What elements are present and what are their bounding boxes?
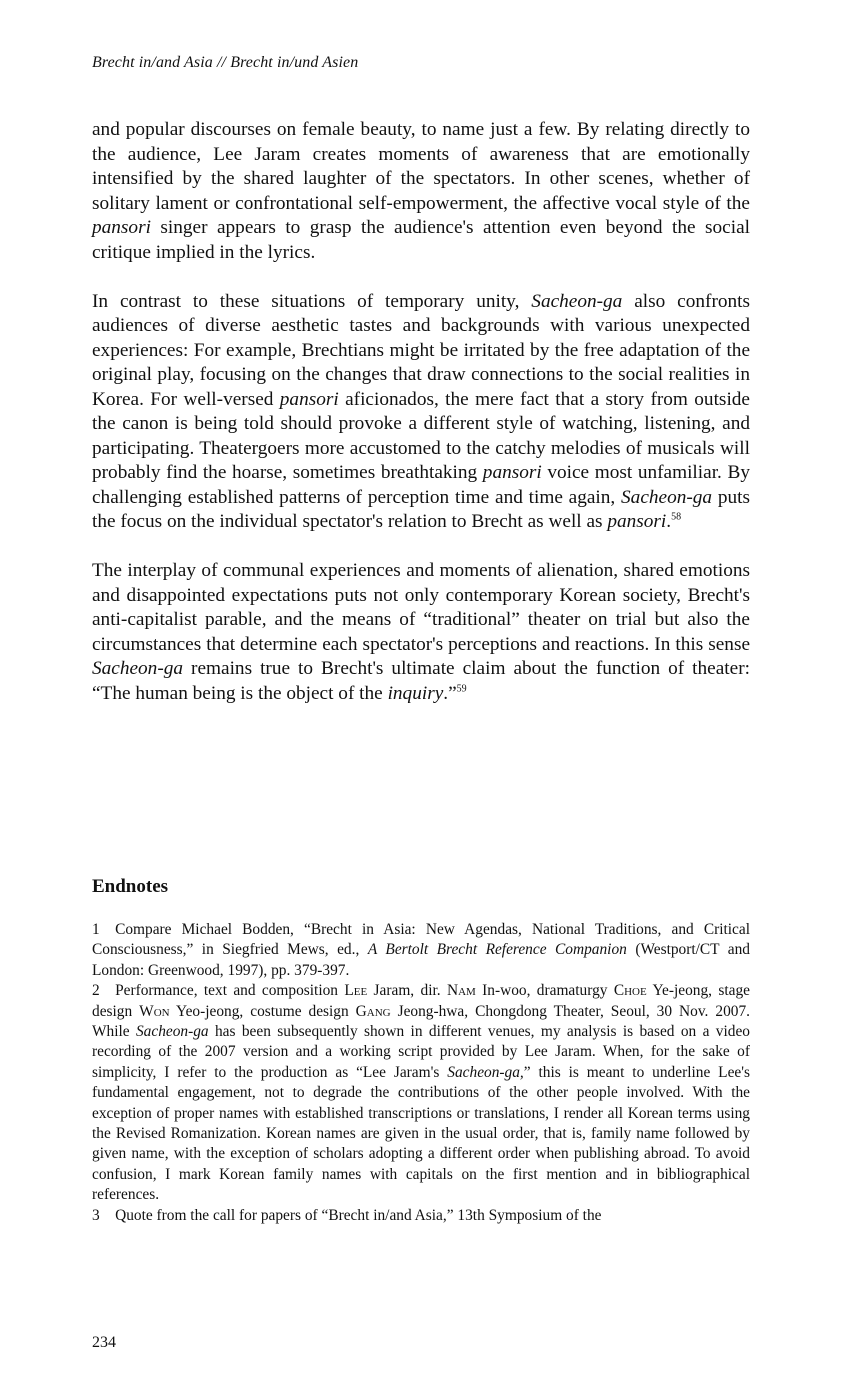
text-run: puts the focus on the individual spectator's relation to Brecht as well as bbox=[92, 486, 750, 532]
body-paragraph bbox=[92, 290, 750, 535]
text-run: The interplay of communal experiences and moments of alienation, shared emotions and disappointed expectations puts not only contemporary Korean society, Brecht's anti-capitalist parable, and the means of “traditional” theater on trial but also the circumstances that determine each spectator's perceptions and reactions. In this sense bbox=[92, 560, 750, 655]
text-run: aficionados, the mere fact that a story from outside the canon is being told should provoke a different style of watching, listening, and participating. Theatergoers more accustomed to the catchy melodies of musicals will probably find the hoarse, sometimes breathtaking bbox=[92, 388, 750, 483]
italic-text: A Bertolt Brecht Reference Companion bbox=[367, 941, 627, 959]
italic-text: Sacheon-ga bbox=[621, 486, 713, 508]
italic-text: Sacheon-ga bbox=[135, 1023, 209, 1041]
italic-text: Sacheon-ga bbox=[92, 658, 184, 679]
text-run: . bbox=[666, 511, 672, 532]
text-run: In contrast to these situations of temporary unity, bbox=[92, 290, 532, 312]
italic-text: pansori bbox=[279, 388, 339, 410]
text-run: Jaram, dir. bbox=[367, 982, 447, 1000]
page-number: 234 bbox=[92, 1334, 116, 1351]
text-run: voice most unfamiliar. By challenging established patterns of perception time and time again, bbox=[92, 462, 750, 508]
family-name-smallcaps: Won bbox=[139, 1002, 170, 1020]
text-run: singer appears to grasp the audience's attention even beyond the social critique implied in the lyrics. bbox=[92, 217, 750, 263]
text-run: Ye-jeong, stage design bbox=[92, 982, 751, 1020]
italic-text: Sacheon-ga, bbox=[447, 1063, 524, 1081]
family-name-smallcaps: Nam bbox=[446, 982, 476, 1000]
text-run: In-woo, dramaturgy bbox=[475, 982, 614, 1000]
endnotes-list bbox=[92, 920, 750, 1226]
italic-text: inquiry bbox=[387, 682, 444, 704]
footnote-marker: 59 bbox=[456, 683, 467, 695]
running-head: Brecht in/and Asia // Brecht in/und Asien bbox=[92, 54, 359, 71]
endnote-3 bbox=[92, 1206, 750, 1226]
footnote-marker: 58 bbox=[671, 511, 682, 523]
text-run: has been subsequently shown in different venues, my analysis is based on a video recording of the 2007 version and a working script provided by Lee Jaram. When, for the sake of simplicity, I refer to the production as “Lee Jaram's bbox=[92, 1023, 750, 1081]
text-run: (Westport/CT and London: Greenwood, 1997), pp. 379-397. bbox=[92, 941, 750, 979]
family-name-smallcaps: Gang bbox=[355, 1002, 391, 1020]
text-run: and popular discourses on female beauty, to name just a few. By relating directly to the audience, Lee Jaram creates moments of awareness that are emotionally intensified by the shared laughter of the spectators. In other scenes, whether of solitary lament or confrontational self-empowerment, the affective vocal style of the bbox=[92, 119, 750, 214]
italic-text: Sacheon-ga bbox=[531, 290, 623, 312]
endnotes-heading: Endnotes bbox=[92, 876, 169, 897]
text-run: 1 Compare Michael Bodden, “Brecht in Asia: New Agendas, National Traditions, and Critical Consciousness,” in Siegfried Mews, ed., bbox=[92, 921, 750, 959]
body-paragraph bbox=[92, 118, 750, 265]
text-run: 3 Quote from the call for papers of “Brecht in/and Asia,” 13th Symposium of the bbox=[92, 1206, 602, 1224]
endnote-2 bbox=[92, 981, 750, 1205]
family-name-smallcaps: Choe bbox=[613, 982, 647, 1000]
body-paragraph bbox=[92, 559, 750, 706]
italic-text: pansori bbox=[92, 217, 151, 238]
text-run: remains true to Brecht's ultimate claim about the function of theater: “The human being is the object of the bbox=[92, 658, 750, 704]
text-run: .” bbox=[443, 682, 457, 704]
italic-text: pansori bbox=[482, 462, 542, 483]
text-run: Yeo-jeong, costume design bbox=[169, 1002, 356, 1020]
italic-text: pansori bbox=[607, 511, 667, 532]
body-text bbox=[92, 118, 750, 731]
text-run: ” this is meant to underline Lee's fundamental engagement, not to degrade the contributions of the other people involved. With the exception of proper names with established transcriptions or translations, I render all Korean terms using the Revised Romanization. Korean names are given in the usual order, that is, family name followed by given name, with the exception of scholars adopting a different order when publishing abroad. To avoid confusion, I mark Korean family names with capitals on the first mention and in bibliographical references. bbox=[92, 1063, 750, 1204]
text-run: Jeong-hwa, Chongdong Theater, Seoul, 30 Nov. 2007. While bbox=[92, 1002, 750, 1041]
text-run: 2 Performance, text and composition bbox=[92, 982, 345, 1000]
text-run: also confronts audiences of diverse aesthetic tastes and backgrounds with various unexpected experiences: For example, Brechtians might be irritated by the free adaptation of the original play, focusing on the changes that draw connections to the social realities in Korea. For well-versed bbox=[92, 290, 751, 410]
family-name-smallcaps: Lee bbox=[344, 982, 368, 1000]
endnote-1 bbox=[92, 920, 750, 981]
